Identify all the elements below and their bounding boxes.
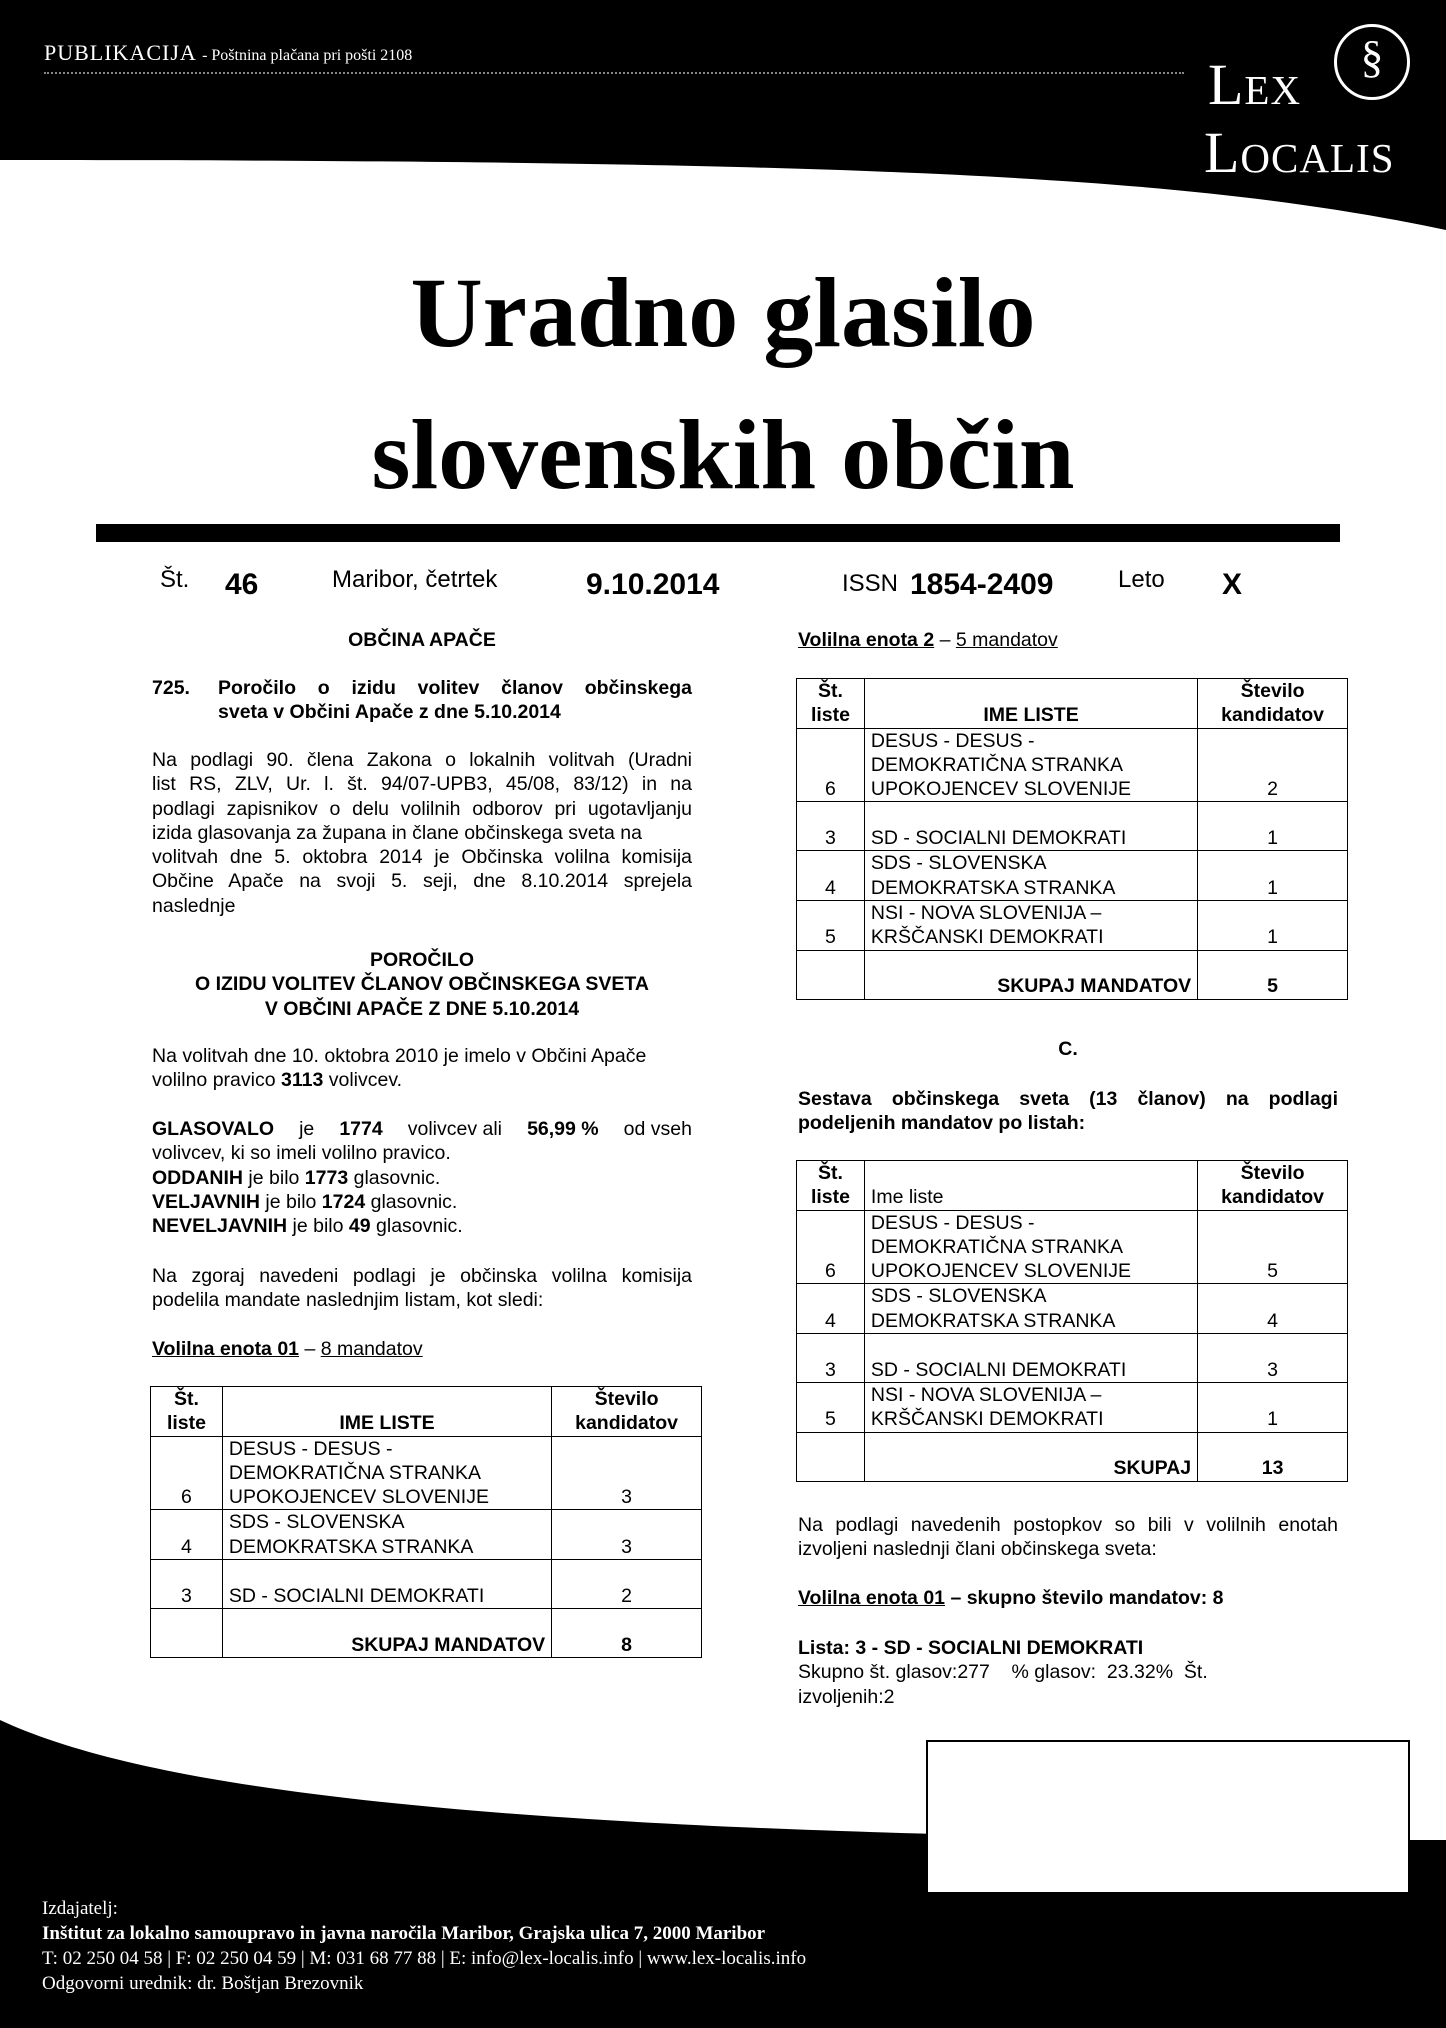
unit2-dash: – bbox=[939, 629, 951, 651]
turnout-block bbox=[152, 1117, 692, 1238]
unit2-label: Volilna enota 2 bbox=[798, 629, 935, 651]
table-row bbox=[797, 728, 1348, 802]
empty-cell bbox=[797, 1432, 865, 1481]
list-name-line: DEMOKRATSKA STRANKA bbox=[870, 876, 1116, 899]
list-name: SD - SOCIALNI DEMOKRATI bbox=[222, 1560, 551, 1609]
list-name-line: DESUS - DESUS - bbox=[228, 1437, 393, 1460]
invalid-text: je bilo bbox=[292, 1215, 344, 1238]
list-result-stats: Skupno št. glasov:277 % glasov: 23.32% Št. bbox=[798, 1661, 1208, 1684]
invalid-text: glasovnic. bbox=[376, 1215, 463, 1238]
header-text: Število bbox=[1240, 1162, 1305, 1184]
elected-paragraph bbox=[798, 1513, 1338, 1562]
unit1-mandates: 8 mandatov bbox=[320, 1338, 423, 1360]
header-cell: IME LISTE bbox=[222, 1387, 551, 1437]
turnout-line2: volivcev, ki so imeli volilno pravico. bbox=[152, 1142, 451, 1165]
header-cell bbox=[1198, 1161, 1348, 1211]
header-text: liste bbox=[810, 1186, 850, 1209]
unit1-heading bbox=[152, 1337, 692, 1361]
list-number: 3 bbox=[797, 802, 865, 851]
candidate-count: 5 bbox=[1198, 1210, 1348, 1284]
issue-number: 46 bbox=[225, 568, 259, 601]
list-name-line: DESUS - DESUS - bbox=[870, 1211, 1035, 1234]
item-heading bbox=[152, 676, 692, 725]
list-name bbox=[864, 1383, 1197, 1433]
cast-text: glasovnic. bbox=[353, 1166, 441, 1189]
list-result-label: Lista: 3 - SD - SOCIALNI DEMOKRATI bbox=[798, 1637, 1144, 1659]
header-cell bbox=[151, 1387, 223, 1437]
list-name-line: SDS - SLOVENSKA bbox=[228, 1511, 405, 1534]
total-value: 5 bbox=[1198, 950, 1348, 999]
header-dotted-rule bbox=[44, 72, 1184, 74]
year-value: X bbox=[1222, 568, 1243, 601]
table-row bbox=[151, 1510, 702, 1560]
intro-line: volitvah dne 5. oktobra 2014 je Občinska volilna komisija bbox=[152, 846, 692, 869]
report-heading-line3: V OBČINI APAČE Z DNE 5.10.2014 bbox=[264, 997, 580, 1020]
unit1-dash: – bbox=[304, 1338, 316, 1360]
elected-unit-label: Volilna enota 01 bbox=[798, 1587, 946, 1609]
valid-line bbox=[152, 1190, 692, 1214]
header-text: Št. bbox=[173, 1388, 199, 1410]
turnout-text: volivcev ali bbox=[407, 1118, 503, 1140]
list-name bbox=[864, 1210, 1197, 1284]
turnout-text: od vseh bbox=[623, 1118, 692, 1140]
header-text: kandidatov bbox=[1221, 1186, 1325, 1209]
voters-paragraph bbox=[152, 1044, 692, 1093]
valid-keyword: VELJAVNIH bbox=[152, 1190, 260, 1213]
candidate-count: 3 bbox=[1198, 1334, 1348, 1383]
table-row bbox=[151, 1560, 702, 1609]
list-name: SD - SOCIALNI DEMOKRATI bbox=[864, 1334, 1197, 1383]
report-heading-line2: O IZIDU VOLITEV ČLANOV OBČINSKEGA SVETA bbox=[195, 973, 649, 996]
cast-keyword: ODDANIH bbox=[152, 1166, 243, 1189]
voted-keyword: GLASOVALO bbox=[152, 1118, 275, 1140]
composition-table bbox=[796, 1160, 1348, 1482]
table-total-row bbox=[797, 1432, 1348, 1481]
list-number: 3 bbox=[797, 1334, 865, 1383]
invalid-count: 49 bbox=[348, 1215, 371, 1238]
candidate-count: 1 bbox=[1198, 851, 1348, 901]
intro-line: list RS, ZLV, Ur. l. št. 94/07-UPB3, 45/08, 83/12) in na bbox=[152, 773, 692, 796]
editor-line: Odgovorni urednik: dr. Boštjan Brezovnik bbox=[42, 1973, 364, 1994]
issn-label: ISSN bbox=[842, 570, 899, 597]
list-name bbox=[222, 1436, 551, 1510]
list-number: 4 bbox=[797, 1284, 865, 1334]
list-name-line: DEMOKRATIČNA STRANKA bbox=[228, 1461, 481, 1484]
elected-line1: Na podlagi navedenih postopkov so bili v volilnih enotah bbox=[798, 1514, 1338, 1536]
composition-line2: podeljenih mandatov po listah: bbox=[798, 1112, 1086, 1135]
list-name-line: NSI - NOVA SLOVENIJA – bbox=[870, 902, 1102, 925]
list-number: 5 bbox=[797, 1383, 865, 1433]
cast-count: 1773 bbox=[304, 1166, 349, 1189]
issue-label: Št. bbox=[160, 566, 190, 593]
voted-percent: 56,99 % bbox=[527, 1118, 599, 1140]
table-row bbox=[151, 1436, 702, 1510]
year-label: Leto bbox=[1118, 566, 1165, 593]
empty-cell bbox=[151, 1609, 223, 1658]
list-name: SD - SOCIALNI DEMOKRATI bbox=[864, 802, 1197, 851]
intro-line: izida glasovanja za župana in člane občinskega sveta na bbox=[152, 821, 642, 844]
distribution-line2: podelila mandate naslednjim listam, kot sledi: bbox=[152, 1289, 544, 1312]
list-number: 5 bbox=[797, 901, 865, 951]
total-label: SKUPAJ bbox=[864, 1432, 1197, 1481]
composition-line1: Sestava občinskega sveta (13 članov) na podlagi bbox=[798, 1088, 1338, 1110]
header-cell bbox=[1198, 679, 1348, 729]
list-name-line: KRŠČANSKI DEMOKRATI bbox=[870, 1408, 1104, 1431]
table-row bbox=[797, 802, 1348, 851]
item-title-line2: sveta v Občini Apače z dne 5.10.2014 bbox=[218, 701, 561, 724]
voters-count: 3113 bbox=[280, 1069, 324, 1092]
unit1-table bbox=[150, 1386, 702, 1658]
masthead-rule bbox=[96, 524, 1340, 542]
candidate-count: 2 bbox=[1198, 728, 1348, 802]
cast-line bbox=[152, 1166, 692, 1190]
candidate-count: 3 bbox=[552, 1436, 702, 1510]
header-cell bbox=[552, 1387, 702, 1437]
list-number: 6 bbox=[797, 1210, 865, 1284]
intro-line: Občine Apače na svoji 5. seji, dne 8.10.2014 sprejela bbox=[152, 870, 692, 893]
header-text: Št. bbox=[818, 1162, 843, 1184]
total-value: 13 bbox=[1198, 1432, 1348, 1481]
list-name bbox=[864, 851, 1197, 901]
voters-line2 bbox=[152, 1068, 692, 1092]
issue-date: 9.10.2014 bbox=[586, 568, 720, 601]
header-cell: IME LISTE bbox=[864, 679, 1197, 729]
header-band bbox=[0, 0, 1446, 230]
cast-text: je bilo bbox=[248, 1166, 300, 1189]
publisher-name: Inštitut za lokalno samoupravo in javna naročila Maribor, Grajska ulica 7, 2000 Maribor bbox=[42, 1923, 766, 1944]
publisher-label: Izdajatelj: bbox=[42, 1898, 118, 1919]
list-name-line: SDS - SLOVENSKA bbox=[870, 852, 1047, 875]
turnout-line bbox=[152, 1117, 692, 1141]
voters-text: volilno pravico bbox=[152, 1069, 276, 1092]
list-name-line: DESUS - DESUS - bbox=[870, 729, 1035, 752]
list-number: 6 bbox=[151, 1436, 223, 1510]
list-name-line: DEMOKRATSKA STRANKA bbox=[228, 1535, 474, 1558]
intro-line: Na podlagi 90. člena Zakona o lokalnih volitvah (Uradni bbox=[152, 749, 692, 771]
header-text: kandidatov bbox=[1221, 704, 1325, 727]
list-name-line: DEMOKRATIČNA STRANKA bbox=[870, 1235, 1124, 1258]
valid-text: glasovnic. bbox=[370, 1190, 458, 1213]
place-day: Maribor, četrtek bbox=[332, 566, 498, 593]
list-name bbox=[864, 728, 1197, 802]
logo-lex: Lex bbox=[1208, 52, 1302, 117]
header-cell: Ime liste bbox=[864, 1161, 1197, 1211]
list-name-line: KRŠČANSKI DEMOKRATI bbox=[870, 926, 1104, 949]
list-number: 3 bbox=[151, 1560, 223, 1609]
empty-cell bbox=[797, 950, 865, 999]
unit2-mandates: 5 mandatov bbox=[955, 629, 1058, 651]
report-heading bbox=[152, 948, 692, 1021]
header-cell bbox=[797, 679, 865, 729]
unit2-heading bbox=[798, 628, 1338, 652]
table-header-row bbox=[797, 1161, 1348, 1211]
voted-count: 1774 bbox=[339, 1118, 383, 1140]
turnout-text: je bbox=[299, 1118, 315, 1140]
header-text: Število bbox=[1240, 680, 1305, 702]
candidate-count: 1 bbox=[1198, 802, 1348, 851]
candidate-count: 3 bbox=[552, 1510, 702, 1560]
header-text: liste bbox=[166, 1412, 206, 1435]
elected-unit-heading bbox=[798, 1586, 1338, 1610]
header-text: liste bbox=[810, 704, 850, 727]
candidate-count: 4 bbox=[1198, 1284, 1348, 1334]
valid-count: 1724 bbox=[321, 1190, 366, 1213]
list-name bbox=[864, 1284, 1197, 1334]
elected-unit-rest: – skupno število mandatov: 8 bbox=[950, 1587, 1224, 1609]
valid-text: je bilo bbox=[265, 1190, 317, 1213]
intro-line: naslednje bbox=[152, 894, 236, 917]
list-name-line: SDS - SLOVENSKA bbox=[870, 1285, 1047, 1308]
intro-line: podlagi zapisnikov o delu volilnih odborov pri ugotavljanju bbox=[152, 797, 692, 820]
table-row bbox=[797, 1334, 1348, 1383]
table-header-row bbox=[151, 1387, 702, 1437]
header-cell bbox=[797, 1161, 865, 1211]
unit2-table bbox=[796, 678, 1348, 1000]
list-name-line: UPOKOJENCEV SLOVENIJE bbox=[870, 1260, 1131, 1283]
postage-note: - Poštnina plačana pri pošti 2108 bbox=[202, 47, 413, 64]
list-name bbox=[864, 901, 1197, 951]
invalid-keyword: NEVELJAVNIH bbox=[152, 1215, 288, 1238]
table-row bbox=[797, 1284, 1348, 1334]
header-text: Število bbox=[594, 1388, 659, 1410]
table-header-row bbox=[797, 679, 1348, 729]
candidate-count: 2 bbox=[552, 1560, 702, 1609]
table-row bbox=[797, 1210, 1348, 1284]
invalid-line bbox=[152, 1214, 692, 1238]
elected-line2: izvoljeni naslednji člani občinskega sveta: bbox=[798, 1538, 1157, 1561]
list-result-block bbox=[798, 1636, 1338, 1709]
item-number: 725. bbox=[152, 677, 190, 699]
report-heading-line1: POROČILO bbox=[369, 949, 474, 971]
list-number: 4 bbox=[797, 851, 865, 901]
total-label: SKUPAJ MANDATOV bbox=[222, 1609, 551, 1658]
voters-line1: Na volitvah dne 10. oktobra 2010 je imelo v Občini Apače bbox=[152, 1045, 647, 1067]
distribution-paragraph bbox=[152, 1264, 692, 1313]
list-name-line: UPOKOJENCEV SLOVENIJE bbox=[228, 1486, 489, 1509]
table-total-row bbox=[151, 1609, 702, 1658]
header-text: kandidatov bbox=[575, 1412, 679, 1435]
intro-paragraph bbox=[152, 748, 692, 918]
publication-line bbox=[44, 40, 412, 66]
table-row bbox=[797, 1383, 1348, 1433]
masthead-title-line1: Uradno glasilo bbox=[410, 257, 1036, 368]
list-name-line: NSI - NOVA SLOVENIJA – bbox=[870, 1384, 1102, 1407]
list-result-elected: izvoljenih:2 bbox=[798, 1685, 895, 1708]
section-sign-icon: § bbox=[1360, 31, 1384, 82]
list-number: 4 bbox=[151, 1510, 223, 1560]
unit1-label: Volilna enota 01 bbox=[152, 1338, 300, 1360]
table-row bbox=[797, 901, 1348, 951]
candidate-count: 1 bbox=[1198, 1383, 1348, 1433]
list-number: 6 bbox=[797, 728, 865, 802]
total-label: SKUPAJ MANDATOV bbox=[864, 950, 1197, 999]
publication-label: PUBLIKACIJA bbox=[44, 40, 196, 65]
item-title-line1: Poročilo o izidu volitev članov občinskega bbox=[218, 677, 692, 699]
list-name-line: DEMOKRATIČNA STRANKA bbox=[870, 753, 1124, 776]
table-total-row bbox=[797, 950, 1348, 999]
total-value: 8 bbox=[552, 1609, 702, 1658]
list-name-line: UPOKOJENCEV SLOVENIJE bbox=[870, 778, 1131, 801]
table-row bbox=[797, 851, 1348, 901]
header-text: Št. bbox=[818, 680, 843, 702]
list-name bbox=[222, 1510, 551, 1560]
list-name-line: DEMOKRATSKA STRANKA bbox=[870, 1309, 1116, 1332]
municipality-heading: OBČINA APAČE bbox=[348, 629, 496, 651]
distribution-line1: Na zgoraj navedeni podlagi je občinska volilna komisija bbox=[152, 1265, 692, 1287]
voters-text: volivcev. bbox=[328, 1069, 403, 1092]
section-c-heading: C. bbox=[1058, 1038, 1078, 1060]
blank-box bbox=[926, 1740, 1410, 1894]
composition-paragraph bbox=[798, 1087, 1338, 1136]
masthead-title-line2: slovenskih občin bbox=[371, 399, 1075, 510]
issn-number: 1854-2409 bbox=[910, 568, 1054, 601]
publisher-contacts: T: 02 250 04 58 | F: 02 250 04 59 | M: 031 68 77 88 | E: info@lex-localis.info | www.lex-localis.info bbox=[42, 1948, 807, 1969]
candidate-count: 1 bbox=[1198, 901, 1348, 951]
logo-localis: Localis bbox=[1204, 120, 1395, 185]
